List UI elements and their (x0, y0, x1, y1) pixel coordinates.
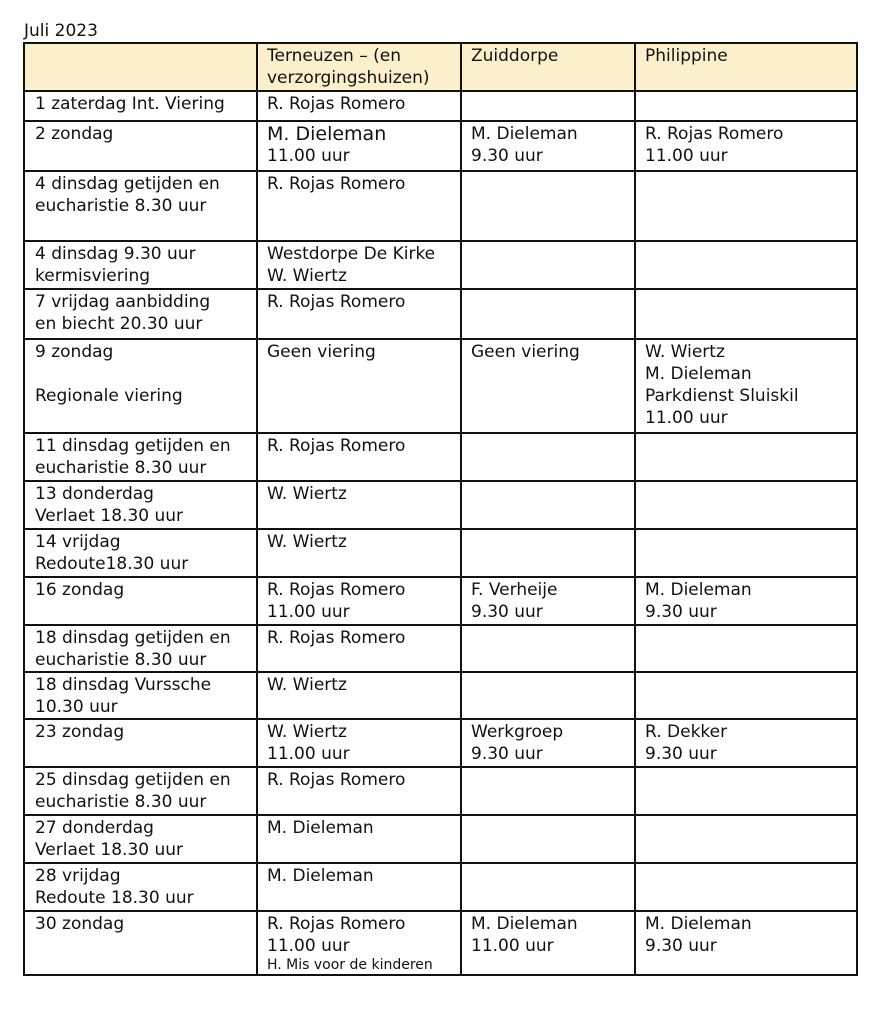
cell-date (24, 121, 257, 171)
cell-date (24, 241, 257, 289)
header-row (24, 43, 857, 91)
table-row (24, 121, 857, 171)
cell-terneuzen (257, 672, 461, 719)
cell-line: 9.30 uur (471, 744, 543, 764)
cell-line: Verlaet 18.30 uur (35, 506, 184, 526)
cell-line: Werkgroep (471, 722, 564, 742)
cell-line: M. Dieleman (267, 818, 374, 838)
cell-philippine (635, 625, 857, 672)
cell-line: R. Rojas Romero (267, 94, 406, 114)
cell-zuiddorpe (461, 339, 635, 433)
cell-line: M. Dieleman (645, 580, 752, 600)
cell-philippine (635, 121, 857, 171)
cell-line: kermisviering (35, 266, 151, 286)
table-row (24, 815, 857, 863)
cell-line: M. Dieleman (267, 123, 387, 145)
cell-date (24, 863, 257, 911)
cell-line: 28 vrijdag (35, 866, 121, 886)
header-cell-zuiddorpe: Zuiddorpe (461, 43, 635, 91)
cell-line: 4 dinsdag getijden en (35, 174, 220, 194)
cell-line: eucharistie 8.30 uur (35, 650, 207, 670)
cell-line: 11.00 uur (645, 146, 728, 166)
cell-zuiddorpe (461, 577, 635, 625)
cell-terneuzen (257, 625, 461, 672)
header-cell-date (24, 43, 257, 91)
cell-line: Regionale viering (35, 386, 183, 406)
cell-zuiddorpe (461, 767, 635, 815)
cell-line: W. Wiertz (267, 675, 347, 695)
cell-line: 11.00 uur (471, 936, 554, 956)
cell-line: W. Wiertz (267, 722, 347, 742)
cell-line: Parkdienst Sluiskil (645, 386, 799, 406)
cell-line: R. Rojas Romero (267, 436, 406, 456)
cell-date (24, 672, 257, 719)
cell-line: H. Mis voor de kinderen (267, 957, 433, 973)
table-row (24, 91, 857, 121)
cell-zuiddorpe (461, 241, 635, 289)
table-row (24, 339, 857, 433)
cell-zuiddorpe (461, 289, 635, 339)
cell-line: Geen viering (471, 342, 580, 362)
cell-terneuzen (257, 815, 461, 863)
cell-terneuzen (257, 767, 461, 815)
cell-line: 11.00 uur (267, 146, 350, 166)
cell-terneuzen (257, 719, 461, 767)
cell-line: R. Rojas Romero (267, 292, 406, 312)
cell-line: R. Rojas Romero (645, 124, 784, 144)
cell-line: W. Wiertz (645, 342, 725, 362)
cell-philippine (635, 815, 857, 863)
page-title: Juli 2023 (24, 21, 98, 41)
cell-philippine (635, 433, 857, 481)
cell-philippine (635, 911, 857, 975)
schedule-body (24, 91, 857, 975)
cell-line: 11 dinsdag getijden en (35, 436, 231, 456)
cell-zuiddorpe (461, 433, 635, 481)
table-row (24, 911, 857, 975)
cell-line: 14 vrijdag (35, 532, 121, 552)
cell-line: W. Wiertz (267, 266, 347, 286)
table-row (24, 672, 857, 719)
cell-philippine (635, 577, 857, 625)
cell-zuiddorpe (461, 719, 635, 767)
cell-terneuzen (257, 121, 461, 171)
cell-terneuzen (257, 91, 461, 121)
cell-line: M. Dieleman (645, 914, 752, 934)
cell-date (24, 91, 257, 121)
cell-terneuzen (257, 481, 461, 529)
cell-line: eucharistie 8.30 uur (35, 458, 207, 478)
cell-terneuzen (257, 339, 461, 433)
cell-line: R. Rojas Romero (267, 174, 406, 194)
table-row (24, 577, 857, 625)
cell-line: M. Dieleman (645, 364, 752, 384)
cell-philippine (635, 91, 857, 121)
cell-line: 9.30 uur (645, 602, 717, 622)
cell-philippine (635, 171, 857, 241)
table-row (24, 719, 857, 767)
cell-date (24, 911, 257, 975)
cell-date (24, 289, 257, 339)
table-row (24, 171, 857, 241)
cell-line: Redoute18.30 uur (35, 554, 189, 574)
cell-line: Verlaet 18.30 uur (35, 840, 184, 860)
cell-zuiddorpe (461, 863, 635, 911)
cell-terneuzen (257, 289, 461, 339)
cell-line: 30 zondag (35, 914, 125, 934)
cell-zuiddorpe (461, 529, 635, 577)
cell-zuiddorpe (461, 911, 635, 975)
cell-zuiddorpe (461, 171, 635, 241)
cell-line: R. Rojas Romero (267, 628, 406, 648)
cell-line: M. Dieleman (471, 914, 578, 934)
cell-line: R. Rojas Romero (267, 914, 406, 934)
cell-line: 9.30 uur (471, 602, 543, 622)
cell-line: Geen viering (267, 342, 376, 362)
cell-line: Redoute 18.30 uur (35, 888, 194, 908)
cell-terneuzen (257, 433, 461, 481)
table-row (24, 767, 857, 815)
cell-terneuzen (257, 241, 461, 289)
cell-line: 11.00 uur (267, 744, 350, 764)
cell-line: 9.30 uur (471, 146, 543, 166)
table-row (24, 433, 857, 481)
cell-line: 11.00 uur (267, 936, 350, 956)
cell-zuiddorpe (461, 815, 635, 863)
header-cell-philippine: Philippine (635, 43, 857, 91)
cell-line: 9 zondag (35, 342, 114, 362)
cell-line: 23 zondag (35, 722, 125, 742)
cell-philippine (635, 863, 857, 911)
cell-line: 18 dinsdag getijden en (35, 628, 231, 648)
cell-date (24, 767, 257, 815)
cell-philippine (635, 529, 857, 577)
cell-line: 25 dinsdag getijden en (35, 770, 231, 790)
table-row (24, 289, 857, 339)
cell-line: 9.30 uur (645, 936, 717, 956)
cell-date (24, 481, 257, 529)
cell-philippine (635, 339, 857, 433)
cell-line: 16 zondag (35, 580, 125, 600)
cell-philippine (635, 481, 857, 529)
cell-line: 10.30 uur (35, 697, 118, 717)
cell-philippine (635, 767, 857, 815)
cell-line: Westdorpe De Kirke (267, 244, 436, 264)
cell-line: F. Verheije (471, 580, 558, 600)
cell-line: 9.30 uur (645, 744, 717, 764)
cell-date (24, 171, 257, 241)
cell-line: R. Dekker (645, 722, 728, 742)
cell-philippine (635, 289, 857, 339)
cell-line (35, 363, 247, 385)
cell-line: R. Rojas Romero (267, 580, 406, 600)
cell-line: eucharistie 8.30 uur (35, 196, 207, 216)
cell-date (24, 433, 257, 481)
cell-terneuzen (257, 577, 461, 625)
table-row (24, 625, 857, 672)
cell-line: 11.00 uur (645, 408, 728, 428)
schedule-table (23, 42, 858, 976)
cell-date (24, 577, 257, 625)
cell-line: M. Dieleman (267, 866, 374, 886)
cell-date (24, 815, 257, 863)
cell-line: 7 vrijdag aanbidding (35, 292, 211, 312)
cell-line: 27 donderdag (35, 818, 154, 838)
cell-line: en biecht 20.30 uur (35, 314, 203, 334)
cell-zuiddorpe (461, 91, 635, 121)
cell-philippine (635, 241, 857, 289)
cell-line: 1 zaterdag Int. Viering (35, 94, 225, 114)
table-row (24, 529, 857, 577)
cell-line: 18 dinsdag Vurssche (35, 675, 212, 695)
cell-line: 13 donderdag (35, 484, 154, 504)
cell-terneuzen (257, 171, 461, 241)
cell-zuiddorpe (461, 121, 635, 171)
cell-philippine (635, 672, 857, 719)
cell-line: 2 zondag (35, 124, 114, 144)
table-row (24, 863, 857, 911)
cell-line: 11.00 uur (267, 602, 350, 622)
cell-line: M. Dieleman (471, 124, 578, 144)
cell-terneuzen (257, 529, 461, 577)
cell-zuiddorpe (461, 481, 635, 529)
cell-line: W. Wiertz (267, 484, 347, 504)
table-row (24, 481, 857, 529)
header-cell-terneuzen: Terneuzen – (en verzorgingshuizen) (257, 43, 461, 91)
cell-zuiddorpe (461, 625, 635, 672)
table-row (24, 241, 857, 289)
cell-terneuzen (257, 911, 461, 975)
cell-line: eucharistie 8.30 uur (35, 792, 207, 812)
cell-terneuzen (257, 863, 461, 911)
cell-date (24, 529, 257, 577)
cell-date (24, 719, 257, 767)
cell-line: 4 dinsdag 9.30 uur (35, 244, 196, 264)
cell-date (24, 339, 257, 433)
cell-line: W. Wiertz (267, 532, 347, 552)
cell-date (24, 625, 257, 672)
cell-zuiddorpe (461, 672, 635, 719)
cell-philippine (635, 719, 857, 767)
cell-line: R. Rojas Romero (267, 770, 406, 790)
